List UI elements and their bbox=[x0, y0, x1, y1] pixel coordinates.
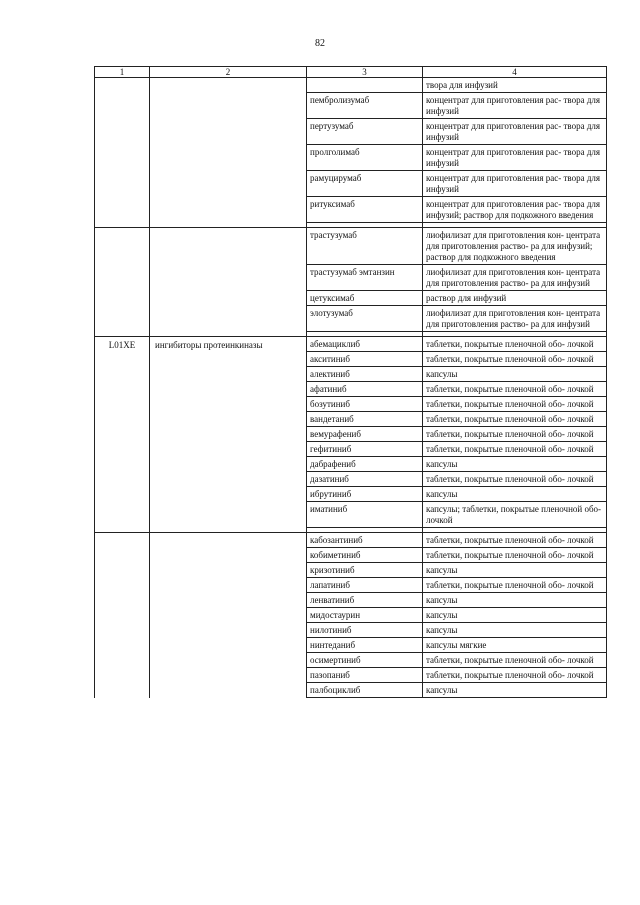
drug-name: цетуксимаб bbox=[307, 291, 423, 306]
drug-name: бозутиниб bbox=[307, 397, 423, 412]
dosage-form: таблетки, покрытые пленочной обо- лочкой bbox=[423, 668, 607, 683]
drug-name: ритуксимаб bbox=[307, 197, 423, 223]
drug-name: кризотиниб bbox=[307, 563, 423, 578]
dosage-form: таблетки, покрытые пленочной обо- лочкой bbox=[423, 653, 607, 668]
dosage-form: твора для инфузий bbox=[423, 78, 607, 93]
table-row bbox=[95, 228, 607, 265]
dosage-form: таблетки, покрытые пленочной обо- лочкой bbox=[423, 427, 607, 442]
table-row bbox=[95, 337, 607, 352]
dosage-form: капсулы bbox=[423, 593, 607, 608]
drug-name: дазатиниб bbox=[307, 472, 423, 487]
table-row bbox=[95, 78, 607, 93]
dosage-form: таблетки, покрытые пленочной обо- лочкой bbox=[423, 412, 607, 427]
column-header: 3 bbox=[307, 67, 423, 78]
dosage-form: лиофилизат для приготовления кон- центрата для приготовления раство- ра для инфузий bbox=[423, 306, 607, 332]
drug-name: палбоциклиб bbox=[307, 683, 423, 698]
dosage-form: капсулы bbox=[423, 623, 607, 638]
column-header: 4 bbox=[423, 67, 607, 78]
drug-name: вандетаниб bbox=[307, 412, 423, 427]
drug-name: пролголимаб bbox=[307, 145, 423, 171]
dosage-form: таблетки, покрытые пленочной обо- лочкой bbox=[423, 397, 607, 412]
dosage-form: концентрат для приготовления рас- твора для инфузий bbox=[423, 145, 607, 171]
dosage-form: концентрат для приготовления рас- твора для инфузий bbox=[423, 93, 607, 119]
drug-name: акситиниб bbox=[307, 352, 423, 367]
drug-name: осимертиниб bbox=[307, 653, 423, 668]
atc-code: L01XE bbox=[95, 337, 150, 528]
drug-name: алектиниб bbox=[307, 367, 423, 382]
drug-name: афатиниб bbox=[307, 382, 423, 397]
dosage-form: капсулы bbox=[423, 487, 607, 502]
dosage-form: таблетки, покрытые пленочной обо- лочкой bbox=[423, 442, 607, 457]
atc-code bbox=[95, 228, 150, 332]
dosage-form: концентрат для приготовления рас- твора для инфузий bbox=[423, 171, 607, 197]
drug-name: трастузумаб эмтанзин bbox=[307, 265, 423, 291]
drug-name bbox=[307, 78, 423, 93]
drug-name: мидостаурин bbox=[307, 608, 423, 623]
table-body bbox=[95, 78, 607, 698]
page-number: 82 bbox=[315, 38, 325, 49]
dosage-form: капсулы; таблетки, покрытые пленочной обо- лочкой bbox=[423, 502, 607, 528]
atc-group-name bbox=[150, 533, 307, 698]
dosage-form: таблетки, покрытые пленочной обо- лочкой bbox=[423, 337, 607, 352]
dosage-form: концентрат для приготовления рас- твора для инфузий bbox=[423, 119, 607, 145]
dosage-form: лиофилизат для приготовления кон- центрата для приготовления раство- ра для инфузий bbox=[423, 265, 607, 291]
dosage-form: капсулы bbox=[423, 457, 607, 472]
drug-name: трастузумаб bbox=[307, 228, 423, 265]
atc-code bbox=[95, 78, 150, 223]
dosage-form: раствор для инфузий bbox=[423, 291, 607, 306]
dosage-form: лиофилизат для приготовления кон- центрата для приготовления раство- ра для инфузий; раствор для подкожного введения bbox=[423, 228, 607, 265]
drug-name: лапатиниб bbox=[307, 578, 423, 593]
atc-group-name bbox=[150, 228, 307, 332]
header-row bbox=[95, 67, 607, 78]
dosage-form: капсулы bbox=[423, 563, 607, 578]
dosage-form: таблетки, покрытые пленочной обо- лочкой bbox=[423, 548, 607, 563]
dosage-form: капсулы bbox=[423, 608, 607, 623]
dosage-form: капсулы мягкие bbox=[423, 638, 607, 653]
drug-table bbox=[94, 66, 607, 698]
drug-name: пазопаниб bbox=[307, 668, 423, 683]
drug-name: дабрафениб bbox=[307, 457, 423, 472]
dosage-form: таблетки, покрытые пленочной обо- лочкой bbox=[423, 382, 607, 397]
drug-name: абемациклиб bbox=[307, 337, 423, 352]
drug-name: вемурафениб bbox=[307, 427, 423, 442]
atc-group-name: ингибиторы протеинкиназы bbox=[150, 337, 307, 528]
dosage-form: концентрат для приготовления рас- твора для инфузий; раствор для подкожного введения bbox=[423, 197, 607, 223]
drug-name: нинтеданиб bbox=[307, 638, 423, 653]
drug-name: ленватиниб bbox=[307, 593, 423, 608]
drug-name: пертузумаб bbox=[307, 119, 423, 145]
table-row bbox=[95, 533, 607, 548]
atc-group-name bbox=[150, 78, 307, 223]
dosage-form: капсулы bbox=[423, 367, 607, 382]
drug-name: кобиметиниб bbox=[307, 548, 423, 563]
column-header: 1 bbox=[95, 67, 150, 78]
drug-name: пембролизумаб bbox=[307, 93, 423, 119]
drug-name: элотузумаб bbox=[307, 306, 423, 332]
dosage-form: капсулы bbox=[423, 683, 607, 698]
drug-name: рамуцирумаб bbox=[307, 171, 423, 197]
drug-name: нилотиниб bbox=[307, 623, 423, 638]
dosage-form: таблетки, покрытые пленочной обо- лочкой bbox=[423, 472, 607, 487]
dosage-form: таблетки, покрытые пленочной обо- лочкой bbox=[423, 578, 607, 593]
dosage-form: таблетки, покрытые пленочной обо- лочкой bbox=[423, 533, 607, 548]
drug-name: иматиниб bbox=[307, 502, 423, 528]
drug-name: ибрутиниб bbox=[307, 487, 423, 502]
drug-name: гефитиниб bbox=[307, 442, 423, 457]
column-header: 2 bbox=[150, 67, 307, 78]
atc-code bbox=[95, 533, 150, 698]
dosage-form: таблетки, покрытые пленочной обо- лочкой bbox=[423, 352, 607, 367]
drug-name: кабозантиниб bbox=[307, 533, 423, 548]
